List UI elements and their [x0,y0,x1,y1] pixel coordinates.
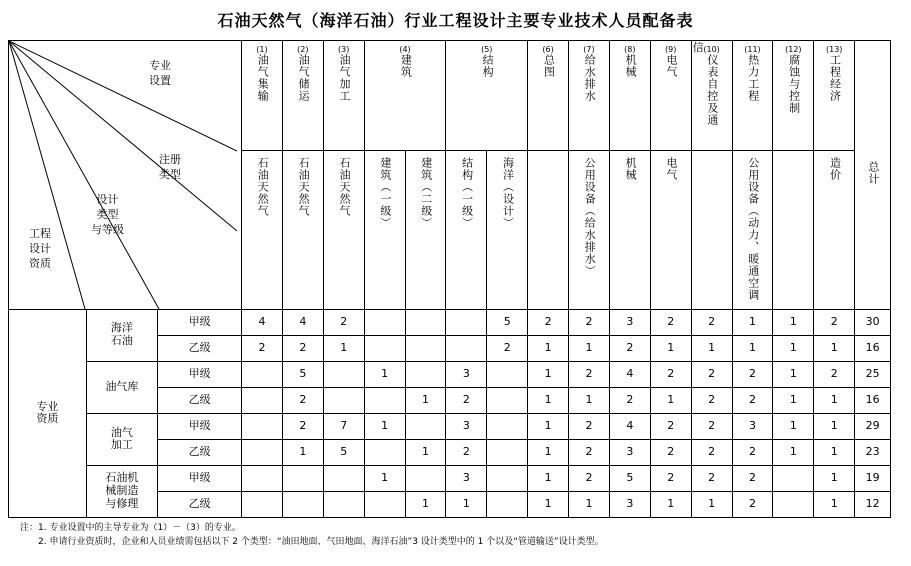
design-type-3: 油气加工 [86,413,158,465]
count-cell: 4 [609,361,650,387]
count-cell: 1 [528,413,569,439]
count-cell: 1 [528,335,569,361]
count-cell: 1 [691,491,732,517]
count-cell: 2 [446,387,487,413]
major-number: (7) [583,45,595,54]
major-header-7 [569,41,610,151]
count-cell: 5 [323,439,364,465]
major-header-8 [609,41,650,151]
count-cell [487,491,528,517]
count-cell: 2 [814,309,855,335]
major-name: 电气 [665,54,679,79]
count-cell: 1 [691,335,732,361]
count-cell [405,465,446,491]
count-cell: 2 [691,309,732,335]
count-cell: 4 [609,413,650,439]
major-header-9 [650,41,691,151]
design-type-1: 海洋石油 [86,309,158,361]
count-cell: 1 [528,439,569,465]
total-cell: 23 [855,439,891,465]
grade-cell: 乙级 [158,335,242,361]
count-cell [405,361,446,387]
count-cell: 1 [814,439,855,465]
major-header-11 [732,41,773,151]
major-header-5 [446,41,528,151]
count-cell [405,309,446,335]
count-cell: 2 [569,309,610,335]
total-cell: 30 [855,309,891,335]
count-cell: 2 [691,361,732,387]
major-header-10 [691,41,732,151]
label-zhuanye-shezhi: 专业 设置 [149,59,171,87]
count-cell: 1 [364,465,405,491]
count-cell [487,439,528,465]
count-cell: 3 [609,309,650,335]
count-cell [323,465,364,491]
count-cell: 5 [609,465,650,491]
count-cell: 1 [528,491,569,517]
count-cell: 2 [650,361,691,387]
major-number: (6) [542,45,554,54]
count-cell: 2 [282,335,323,361]
major-header-3 [323,41,364,151]
label-gongcheng-zizhi: 工程 设计 资质 [29,227,51,270]
count-cell: 2 [609,387,650,413]
count-cell [242,491,283,517]
count-cell: 1 [528,465,569,491]
count-cell: 4 [242,309,283,335]
count-cell [242,439,283,465]
count-cell [242,413,283,439]
count-cell: 1 [323,335,364,361]
registration-type-13: 造价 [814,151,855,309]
diagonal-corner-header [9,41,242,310]
count-cell: 2 [732,361,773,387]
count-cell: 2 [282,387,323,413]
registration-type-10 [691,151,732,309]
major-number: (2) [297,45,309,54]
count-cell: 1 [773,439,814,465]
count-cell [364,491,405,517]
count-cell: 1 [814,387,855,413]
qualification-label: 专业资质 [9,309,87,517]
count-cell: 5 [282,361,323,387]
registration-type-5-2: 海洋（设计） [487,151,528,309]
count-cell: 1 [814,335,855,361]
major-name: 油气储运 [297,54,311,103]
count-cell [242,387,283,413]
count-cell: 2 [569,439,610,465]
count-cell: 2 [446,439,487,465]
design-type-2: 油气库 [86,361,158,413]
grade-cell: 甲级 [158,361,242,387]
count-cell: 1 [773,335,814,361]
count-cell [487,361,528,387]
count-cell [773,465,814,491]
major-header-13 [814,41,855,151]
count-cell: 2 [691,465,732,491]
major-number: (10) [703,45,720,54]
count-cell: 1 [773,387,814,413]
count-cell: 1 [814,491,855,517]
count-cell [364,335,405,361]
major-name: 机械 [624,54,638,79]
count-cell: 1 [814,413,855,439]
count-cell: 1 [405,491,446,517]
count-cell: 3 [609,439,650,465]
major-number: (5) [481,45,493,54]
count-cell: 1 [732,335,773,361]
count-cell: 1 [364,361,405,387]
registration-type-4-2: 建筑（二级） [405,151,446,309]
grade-cell: 甲级 [158,413,242,439]
count-cell [282,465,323,491]
count-cell: 5 [487,309,528,335]
count-cell [773,491,814,517]
count-cell: 1 [814,465,855,491]
major-number: (13) [826,45,843,54]
major-number: (1) [256,45,268,54]
count-cell: 2 [569,465,610,491]
count-cell [405,335,446,361]
count-cell: 1 [282,439,323,465]
count-cell: 1 [650,335,691,361]
table-row [9,309,891,335]
count-cell [323,387,364,413]
major-header-2 [282,41,323,151]
count-cell: 2 [650,465,691,491]
count-cell: 2 [650,309,691,335]
count-cell: 1 [405,439,446,465]
major-number: (11) [744,45,761,54]
grade-cell: 乙级 [158,387,242,413]
count-cell: 7 [323,413,364,439]
count-cell: 1 [569,491,610,517]
table-row [9,465,891,491]
count-cell: 2 [691,387,732,413]
count-cell [282,491,323,517]
major-number: (4) [399,45,411,54]
major-number: (3) [338,45,350,54]
count-cell: 2 [814,361,855,387]
count-cell: 3 [609,491,650,517]
count-cell: 2 [732,491,773,517]
count-cell: 1 [446,491,487,517]
count-cell: 2 [487,335,528,361]
count-cell: 1 [569,335,610,361]
count-cell: 1 [405,387,446,413]
design-type-4: 石油机械制造与修理 [86,465,158,517]
count-cell: 1 [364,413,405,439]
total-header: 总计 [855,41,891,310]
page-title: 石油天然气（海洋石油）行业工程设计主要专业技术人员配备表 [217,11,694,30]
major-name: 腐蚀与控制 [787,54,801,115]
major-header-4 [364,41,446,151]
major-number: (8) [624,45,636,54]
count-cell [405,413,446,439]
registration-type-3: 石油天然气 [323,151,364,309]
count-cell: 3 [446,361,487,387]
label-zhuce-leixing: 注册 类型 [159,153,181,181]
count-cell: 1 [528,361,569,387]
major-number: (9) [665,45,677,54]
registration-type-4-1: 建筑（一级） [364,151,405,309]
registration-type-5-1: 结构（一级） [446,151,487,309]
total-cell: 12 [855,491,891,517]
header-row-majors [9,41,891,151]
count-cell [242,465,283,491]
count-cell [364,387,405,413]
count-cell: 2 [650,439,691,465]
major-header-1 [242,41,283,151]
major-name: 结构 [481,54,495,79]
count-cell: 2 [323,309,364,335]
major-name: 建筑 [399,54,413,79]
count-cell: 3 [446,413,487,439]
count-cell: 2 [650,413,691,439]
count-cell [487,465,528,491]
grade-cell: 甲级 [158,465,242,491]
count-cell: 1 [732,309,773,335]
count-cell: 2 [282,413,323,439]
count-cell: 1 [773,413,814,439]
count-cell: 2 [732,465,773,491]
count-cell: 1 [569,387,610,413]
registration-type-11: 公用设备（动力、暖通空调 [732,151,773,309]
count-cell: 2 [732,439,773,465]
registration-type-9: 电气 [650,151,691,309]
major-header-12 [773,41,814,151]
count-cell [323,491,364,517]
registration-type-2: 石油天然气 [282,151,323,309]
count-cell: 2 [691,439,732,465]
staffing-table [8,40,891,518]
major-name: 工程经济 [828,54,842,103]
count-cell: 2 [609,335,650,361]
registration-type-8: 机械 [609,151,650,309]
grade-cell: 乙级 [158,491,242,517]
total-cell: 25 [855,361,891,387]
registration-type-1: 石油天然气 [242,151,283,309]
count-cell [364,309,405,335]
count-cell: 3 [446,465,487,491]
count-cell: 2 [691,413,732,439]
major-number: (12) [785,45,802,54]
total-cell: 16 [855,387,891,413]
footnote-2: 2. 申请行业资质时，企业和人员业绩需包括以下 2 个类型：“油田地面、气田地面、海洋石油”3 设计类型中的 1 个以及“管道输送”设计类型。 [38,536,604,547]
registration-type-6 [528,151,569,309]
total-cell: 16 [855,335,891,361]
count-cell [487,387,528,413]
major-name: 热力工程 [746,54,760,103]
grade-cell: 乙级 [158,439,242,465]
count-cell: 1 [773,309,814,335]
count-cell: 3 [732,413,773,439]
count-cell [446,335,487,361]
footnote-1: 注：1. 专业设置中的主导专业为（1）－（3）的专业。 [20,523,241,533]
major-name: 总图 [542,54,556,79]
count-cell: 2 [528,309,569,335]
count-cell: 1 [773,361,814,387]
major-header-6 [528,41,569,151]
footnotes [20,522,604,549]
count-cell [323,361,364,387]
grade-cell: 甲级 [158,309,242,335]
major-name: 油气加工 [338,54,351,103]
registration-type-12 [773,151,814,309]
table-row [9,413,891,439]
major-name: 给水排水 [583,54,597,103]
total-cell: 19 [855,465,891,491]
major-name-overflow: 信 [692,41,704,54]
count-cell: 2 [569,361,610,387]
count-cell [242,361,283,387]
count-cell: 1 [650,491,691,517]
count-cell: 2 [732,387,773,413]
major-name: 仪表自控及通 [705,54,719,127]
count-cell [446,309,487,335]
count-cell [364,439,405,465]
count-cell: 1 [650,387,691,413]
count-cell: 2 [569,413,610,439]
label-sheji-leixing: 设计 类型 与等级 [91,193,124,236]
total-cell: 29 [855,413,891,439]
table-row [9,361,891,387]
count-cell: 2 [242,335,283,361]
major-name: 油气集输 [256,54,270,103]
registration-type-7: 公用设备（给水排水） [569,151,610,309]
count-cell: 1 [528,387,569,413]
count-cell [487,413,528,439]
count-cell: 4 [282,309,323,335]
